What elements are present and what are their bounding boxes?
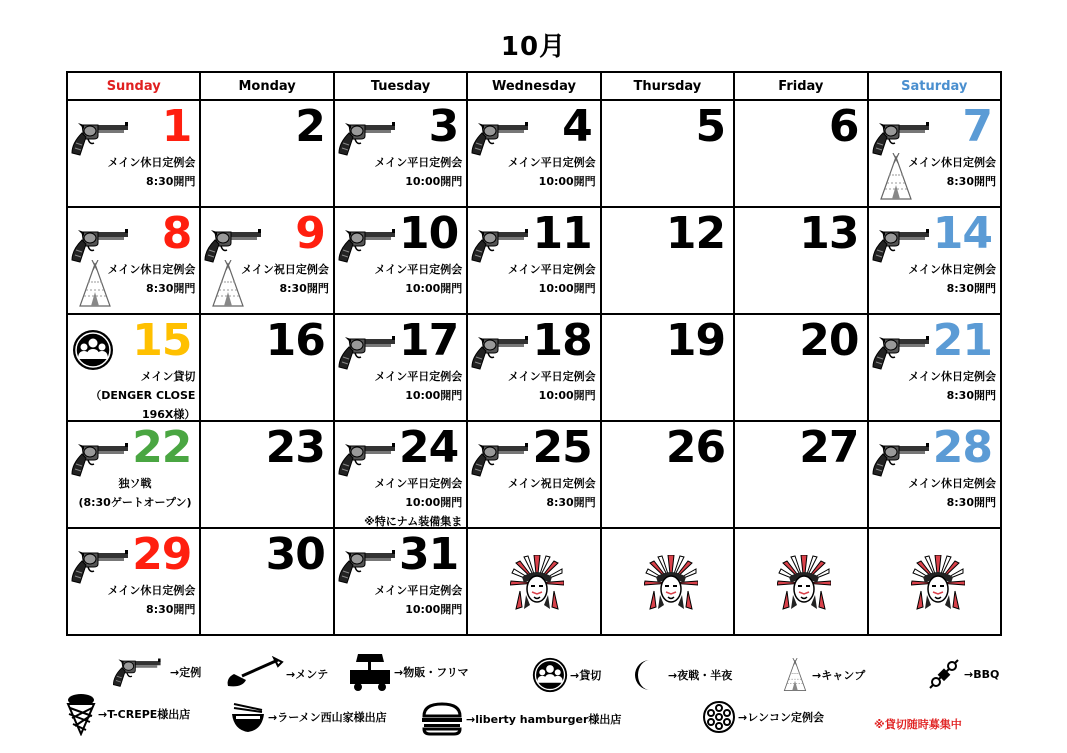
calendar-day-cell (67, 100, 200, 207)
event-line: メイン祝日定例会 (507, 477, 596, 490)
calendar-day-cell (467, 207, 600, 314)
calendar-day-cell (868, 314, 1001, 421)
gun-icon (203, 226, 263, 264)
gun-icon (470, 119, 530, 157)
event-line: 8:30開門 (546, 496, 596, 509)
legend-label: →liberty hamburger様出店 (466, 713, 622, 726)
event-text (72, 474, 198, 512)
day-number: 6 (828, 101, 859, 152)
gun-icon (470, 226, 530, 264)
event-line: メイン平日定例会 (374, 584, 463, 597)
calendar-week-row (67, 421, 1001, 528)
event-line: メイン貸切 (140, 370, 196, 383)
event-line: 8:30開門 (279, 282, 329, 295)
day-number: 16 (265, 315, 325, 366)
day-number: 22 (132, 422, 192, 473)
calendar-day-cell (734, 421, 867, 528)
day-number: 25 (532, 422, 592, 473)
day-number: 18 (532, 315, 592, 366)
event-line: メイン平日定例会 (507, 156, 596, 169)
event-text (908, 260, 996, 298)
legend-night (630, 658, 732, 692)
event-text (908, 474, 996, 512)
day-number: 12 (665, 208, 726, 259)
day-number: 7 (962, 101, 992, 152)
day-number: 27 (799, 422, 859, 473)
gun-icon (70, 440, 130, 478)
day-number: 9 (295, 208, 325, 259)
calendar-day-cell (334, 207, 467, 314)
event-line: メイン平日定例会 (374, 477, 463, 490)
legend-label: →ラーメン西山家様出店 (268, 711, 387, 724)
gun-icon (106, 656, 168, 688)
event-line: 8:30開門 (946, 175, 996, 188)
calendar-day-cell (334, 100, 467, 207)
event-line: 10:00開門 (405, 496, 463, 509)
event-line: メイン休日定例会 (107, 584, 196, 597)
shovel-icon (224, 656, 284, 692)
calendar-day-cell (601, 421, 734, 528)
event-text (908, 153, 996, 191)
day-number: 20 (799, 315, 859, 366)
event-line: 10:00開門 (405, 603, 463, 616)
legend-regular (106, 656, 201, 688)
event-line: メイン祝日定例会 (241, 263, 329, 276)
crepe-icon (66, 692, 96, 736)
legend-label: →夜戦・半夜 (668, 669, 733, 682)
legend-label: →キャンプ (812, 669, 866, 682)
calendar-day-cell (734, 314, 867, 421)
gun-icon (337, 547, 397, 585)
event-line: メイン休日定例会 (908, 477, 996, 490)
calendar-day-cell (200, 100, 333, 207)
calendar-day-cell (467, 314, 600, 421)
calendar-day-cell (334, 528, 467, 635)
calendar-grid (66, 71, 1002, 636)
calendar-day-cell (868, 100, 1001, 207)
calendar-week-row (67, 207, 1001, 314)
event-line: 8:30開門 (146, 603, 196, 616)
gun-icon (470, 440, 530, 478)
day-number: 8 (161, 208, 192, 259)
calendar-day-cell (601, 314, 734, 421)
event-text (374, 260, 462, 298)
calendar-day-cell (868, 421, 1001, 528)
event-line: メイン平日定例会 (374, 156, 463, 169)
legend-label: →物販・フリマ (394, 666, 469, 679)
calendar-day-cell (200, 421, 333, 528)
legend-bbq (926, 656, 999, 692)
day-number: 3 (428, 101, 459, 152)
day-number: 28 (932, 422, 992, 473)
gun-icon (337, 440, 397, 478)
calendar-day-cell (868, 207, 1001, 314)
calendar-day-cell (67, 314, 200, 421)
event-text (108, 260, 196, 298)
legend-burger (420, 702, 621, 736)
legend-label: →メンテ (286, 668, 329, 681)
legend-label: →貸切 (570, 669, 602, 682)
calendar-day-cell (601, 207, 734, 314)
legend-ramen (230, 700, 387, 734)
event-line: メイン休日定例会 (107, 156, 196, 169)
weekday-wednesday: Wednesday (467, 72, 600, 100)
event-line: 10:00開門 (538, 282, 596, 295)
event-line: 8:30開門 (946, 282, 996, 295)
day-number: 10 (399, 208, 459, 259)
calendar-day-cell (200, 207, 333, 314)
calendar-day-cell (200, 528, 333, 635)
weekday-sunday: Sunday (67, 72, 200, 100)
tipi-icon (780, 658, 810, 692)
day-number: 17 (399, 315, 459, 366)
calendar-week-row (67, 314, 1001, 421)
gun-icon (70, 119, 130, 157)
event-line: 10:00開門 (538, 389, 596, 402)
legend-camp (780, 658, 865, 692)
chief-icon (644, 555, 698, 611)
calendar-day-cell (334, 421, 467, 528)
weekday-monday: Monday (200, 72, 333, 100)
day-number: 4 (562, 101, 592, 152)
event-text (508, 367, 596, 405)
legend-label: →レンコン定例会 (738, 711, 824, 724)
event-line: メイン休日定例会 (908, 263, 996, 276)
day-number: 23 (265, 422, 325, 473)
event-line: 8:30開門 (946, 496, 996, 509)
cart-icon (348, 652, 392, 692)
day-number: 15 (132, 315, 192, 366)
gun-icon (871, 440, 931, 478)
chief-icon (777, 555, 831, 611)
day-number: 2 (295, 101, 325, 152)
legend-label: →T-CREPE様出店 (98, 708, 191, 721)
event-line: メイン平日定例会 (374, 263, 463, 276)
weekday-thursday: Thursday (601, 72, 734, 100)
gun-icon (70, 226, 130, 264)
gun-icon (337, 333, 397, 371)
day-number: 31 (399, 529, 459, 580)
charter-recruit-note (874, 716, 962, 732)
calendar-day-cell (467, 421, 600, 528)
event-line: メイン平日定例会 (507, 370, 596, 383)
legend-charter (532, 657, 601, 693)
chief-icon (911, 555, 965, 611)
weekday-header-row (67, 72, 1001, 100)
day-number: 29 (132, 529, 192, 580)
event-text (374, 153, 462, 191)
event-line: メイン休日定例会 (908, 370, 996, 383)
calendar-day-cell (601, 100, 734, 207)
group-icon (72, 329, 114, 371)
legend-label: →定例 (170, 666, 202, 679)
chief-icon (510, 555, 564, 611)
ramen-icon (230, 700, 266, 734)
calendar-day-cell (868, 528, 1001, 635)
day-number: 24 (399, 422, 459, 473)
page-title: 10月 (500, 32, 567, 62)
day-number: 26 (665, 422, 726, 473)
event-line: (8:30ゲートオープン) (78, 496, 192, 509)
event-line: 8:30開門 (946, 389, 996, 402)
event-text (241, 260, 329, 298)
gun-icon (871, 226, 931, 264)
calendar-day-cell (734, 528, 867, 635)
calendar-day-cell (67, 207, 200, 314)
event-text (364, 474, 462, 528)
event-line: メイン平日定例会 (374, 370, 463, 383)
event-line: 10:00開門 (405, 389, 463, 402)
lotus-icon (702, 700, 736, 734)
calendar-day-cell (67, 421, 200, 528)
legend-crepe (66, 692, 190, 736)
event-line: 196X様） (141, 408, 196, 421)
gun-icon (871, 119, 931, 157)
gun-icon (470, 333, 530, 371)
event-line: メイン休日定例会 (107, 263, 196, 276)
gun-icon (337, 119, 397, 157)
event-text (90, 367, 195, 421)
calendar-day-cell (734, 100, 867, 207)
event-text (908, 367, 996, 405)
gun-icon (871, 333, 931, 371)
calendar-day-cell (200, 314, 333, 421)
calendar-day-cell (67, 528, 200, 635)
event-line: 10:00開門 (405, 282, 463, 295)
weekday-friday: Friday (734, 72, 867, 100)
legend-label: →BBQ (964, 667, 1000, 681)
event-line: （DENGER CLOSE (90, 389, 196, 402)
calendar-week-row (67, 100, 1001, 207)
event-text (374, 581, 462, 619)
gun-icon (337, 226, 397, 264)
day-number: 30 (265, 529, 325, 580)
calendar-day-cell (601, 528, 734, 635)
event-text (108, 581, 196, 619)
calendar-week-row (67, 528, 1001, 635)
event-line: メイン平日定例会 (507, 263, 596, 276)
event-line: ※特にナム装備集ま (364, 515, 463, 528)
group-icon (532, 657, 568, 693)
day-number: 1 (161, 101, 192, 152)
event-line: 独ソ戦 (118, 477, 152, 490)
legend-label: ※貸切随時募集中 (874, 718, 962, 731)
calendar-day-cell (467, 528, 600, 635)
burger-icon (420, 702, 464, 736)
legend-lotus (702, 700, 824, 734)
event-text (508, 260, 596, 298)
calendar-day-cell (467, 100, 600, 207)
bbq-icon (926, 656, 962, 692)
legend-shop (348, 652, 469, 692)
moon-icon (630, 658, 666, 692)
weekday-tuesday: Tuesday (334, 72, 467, 100)
day-number: 11 (532, 208, 592, 259)
event-line: メイン休日定例会 (908, 156, 996, 169)
weekday-saturday: Saturday (868, 72, 1001, 100)
event-text (508, 474, 596, 512)
day-number: 5 (695, 101, 726, 152)
event-line: 8:30開門 (146, 175, 196, 188)
event-line: 10:00開門 (405, 175, 463, 188)
day-number: 19 (665, 315, 726, 366)
day-number: 21 (932, 315, 992, 366)
day-number: 14 (932, 208, 992, 259)
day-number: 13 (799, 208, 859, 259)
event-line: 10:00開門 (538, 175, 596, 188)
event-text (108, 153, 196, 191)
gun-icon (70, 547, 130, 585)
event-line: 8:30開門 (146, 282, 196, 295)
calendar-day-cell (734, 207, 867, 314)
legend-maintenance (224, 656, 328, 692)
calendar-day-cell (334, 314, 467, 421)
event-text (374, 367, 462, 405)
event-text (508, 153, 596, 191)
